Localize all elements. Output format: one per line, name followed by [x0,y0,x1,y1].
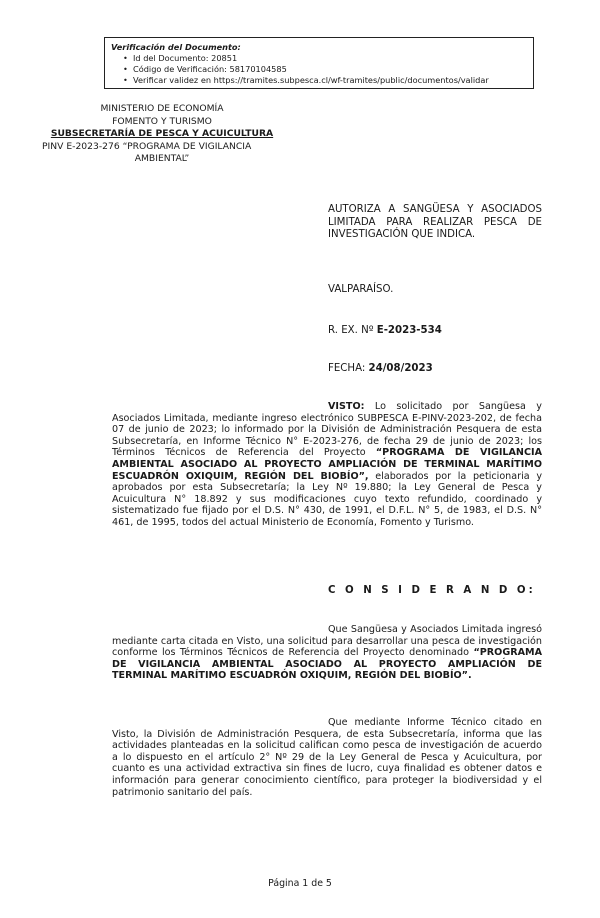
pinv-line2: AMBIENTAL” [134,153,190,164]
visto-text-a: Lo solicitado por Sangüesa y Asociados Limitada, mediante ingreso electrónico SUBPESCA E-PINV-2023-202, de fecha 07 de junio de 2023; lo informado por la División de Administración Pesquera de esta Subsecretaría, en Informe Técnico N° E-2023-276, de fecha 29 de junio de 2023; los Términos Técnicos de Referencia del Proyecto [112,401,542,459]
date-value: 24/08/2023 [368,363,433,374]
resolution-subject: AUTORIZA A SANGÜESA Y ASOCIADOS LIMITADA PARA REALIZAR PESCA DE INVESTIGACIÓN QUE INDICA. [328,204,542,240]
subsecretaria-title: SUBSECRETARÍA DE PESCA Y ACUICULTURA [50,128,274,139]
verification-box [104,37,534,89]
visto-project-title: “PROGRAMA DE VIGILANCIA AMBIENTAL ASOCIADO AL PROYECTO AMPLIACIÓN DE TERMINAL MARÍTIMO ESCUADRÓN OXIQUIM, REGIÓN DEL BIOBÍO”, [112,447,542,482]
verification-item-code: • Código de Verificación: 58170104585 [133,64,527,75]
ministry-header [32,103,292,166]
considerando-heading: C O N S I D E R A N D O: [328,585,536,596]
considerando-paragraph-2: Que mediante Informe Técnico citado en Visto, la División de Administración Pesquera, de esta Subsecretaría, informa que las actividades planteadas en la solicitud califican como pesca de investigación de acuerdo a lo dispuesto en el artículo 2° Nº 29 de la Ley General de Pesca y Acuicultura, por cuanto es una actividad extractiva sin fines de lucro, cuya finalidad es obtener datos e información para generar conocimiento científico, para proteger la biodiversidad y el patrimonio sanitario del país. [112,717,542,798]
considerando-p1-project: “PROGRAMA DE VIGILANCIA AMBIENTAL ASOCIADO AL PROYECTO AMPLIACIÓN DE TERMINAL MARÍTIMO ESCUADRÓN OXIQUIM, REGIÓN DEL BIOBÍO”. [112,647,542,682]
pinv-line1: PINV E-2023-276 “PROGRAMA DE VIGILANCIA [42,140,252,152]
rex-number: E-2023-534 [376,325,442,336]
visto-text-b: elaborados por la peticionaria y aprobados por esta Subsecretaría; la Ley Nº 19.880; la Ley General de Pesca y Acuicultura N° 18.892 y sus modificaciones cuyo texto refundido, coordinado y sistematizado fue fijado por el D.S. N° 430, de 1991, el D.F.L. N° 5, de 1983, el D.S. N° 461, de 1995, todos del actual Ministerio de Economía, Fomento y Turismo. [112,470,542,528]
considerando-paragraph-1 [112,624,542,682]
verification-item-url[interactable]: • Verificar validez en https://tramites.subpesca.cl/wf-tramites/public/documentos/validar [133,75,527,86]
verification-title: Verificación del Documento: [111,42,241,52]
resolution-number [328,325,442,336]
verification-list [111,53,527,86]
resolution-date [328,363,433,374]
page-number: Página 1 de 5 [268,878,332,889]
rex-label: R. EX. Nº [328,325,377,336]
verification-item-id: • Id del Documento: 20851 [133,53,527,64]
ministry-line2: FOMENTO Y TURISMO [112,115,212,127]
ministry-line1: MINISTERIO DE ECONOMÍA [100,103,224,114]
date-label: FECHA: [328,363,369,374]
resolution-city: VALPARAÍSO. [328,284,394,295]
considerando-p1-text: Que Sangüesa y Asociados Limitada ingresó mediante carta citada en Visto, una solicitud para desarrollar una pesca de investigación conforme los Términos Técnicos de Referencia del Proyecto denominado [112,624,542,659]
visto-paragraph [112,401,542,529]
visto-label: VISTO: [328,401,365,412]
